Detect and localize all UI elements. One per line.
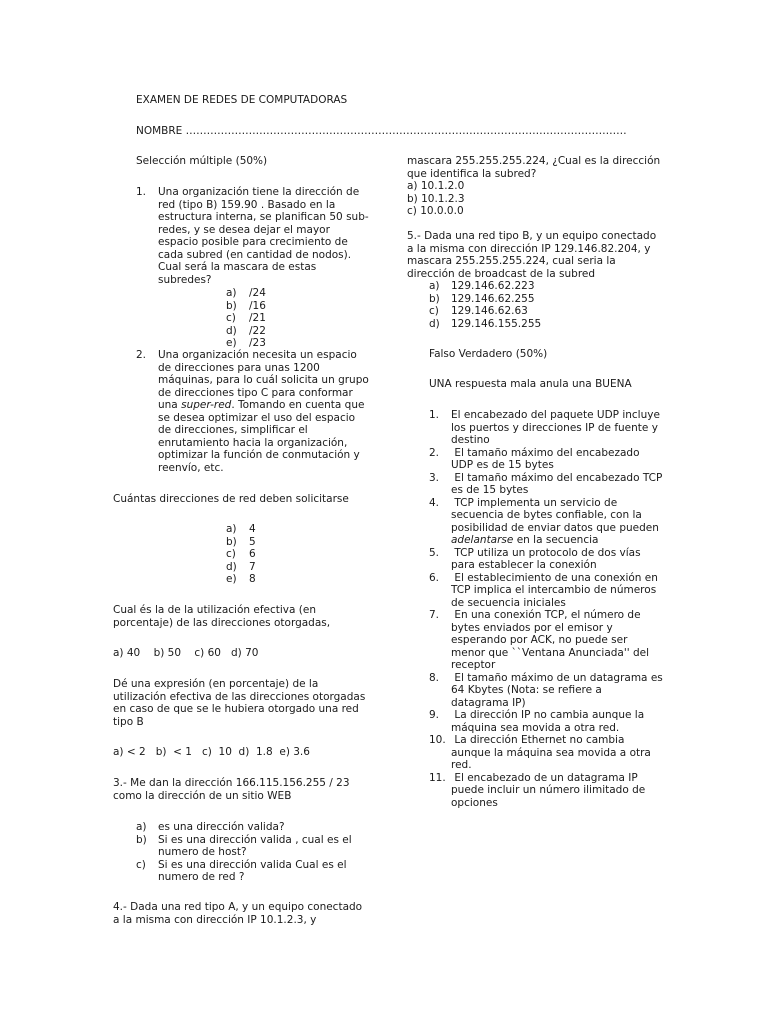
tf-line: puede incluir un número ilimitado de: [451, 784, 646, 796]
option-text: /23: [249, 337, 266, 349]
tf-line: menor que ``Ventana Anunciada'' del: [451, 646, 650, 659]
tf-number: 8.: [429, 671, 440, 684]
tf-item[interactable]: [429, 709, 669, 734]
q2-text: [158, 349, 369, 474]
option-text: 8: [249, 573, 256, 585]
option-letter: b): [226, 535, 237, 548]
option-text: /24: [249, 287, 266, 299]
q1-option[interactable]: [226, 325, 266, 338]
tf-line: En una conexión TCP, el número de: [451, 609, 641, 621]
tf-line: es de 15 bytes: [451, 484, 529, 496]
tf-line: El tamaño máximo del encabezado TCP: [451, 471, 663, 484]
q1-line: redes, y se desea dejar el mayor: [158, 223, 330, 236]
text-run: una: [158, 399, 182, 411]
tf-number: 1.: [429, 409, 440, 421]
q2c-line: tipo B: [113, 715, 144, 728]
tf-line: posibilidad de enviar datos que pueden: [451, 521, 659, 534]
q1-option[interactable]: [226, 312, 266, 325]
q3-option[interactable]: [136, 859, 352, 884]
option-letter: d): [226, 560, 237, 573]
q4-prompt-right: [407, 155, 660, 218]
tf-line: La dirección IP no cambia aunque la: [451, 709, 645, 721]
option-letter: a): [136, 821, 147, 833]
q2-number: 2.: [136, 349, 147, 361]
q1-option[interactable]: [226, 300, 266, 313]
q1-option[interactable]: [226, 287, 266, 300]
tf-line: los puertos y direcciones IP de fuente y: [451, 421, 658, 434]
tf-number: 2.: [429, 446, 440, 459]
q4-option[interactable]: b) 10.1.2.3: [407, 192, 465, 205]
tf-item[interactable]: [429, 609, 669, 672]
tf-line: de secuencia iniciales: [451, 596, 566, 609]
option-text: Si es una dirección valida , cual es el: [158, 833, 352, 846]
tf-line: datagrama IP): [451, 696, 526, 709]
option-text: 7: [249, 560, 256, 573]
q2-line: enrutamiento hacia la organización,: [158, 436, 348, 449]
q5-line: a la misma con dirección IP 129.146.82.204, y: [407, 242, 651, 255]
tf-line: TCP implica el intercambio de números: [451, 584, 657, 596]
exam-title: EXAMEN DE REDES DE COMPUTADORAS: [136, 94, 348, 106]
tf-item[interactable]: [429, 497, 669, 547]
q3-option[interactable]: [136, 821, 352, 834]
option-text: 129.146.62.223: [451, 280, 535, 292]
tf-number: 6.: [429, 571, 440, 584]
option-letter: d): [429, 317, 440, 330]
q2-line: máquinas, para lo cuál solicita un grupo: [158, 374, 369, 386]
q3-line: 3.- Me dan la dirección 166.115.156.255 / 23: [113, 777, 350, 789]
tf-line: secuencia de bytes confiable, con la: [451, 509, 642, 521]
option-letter: c): [429, 305, 439, 317]
option-letter: c): [136, 858, 146, 871]
q2c-line: en caso de que se le hubiera otorgado una red: [113, 703, 359, 715]
q4-prompt-left: [113, 901, 362, 926]
option-text: 129.146.155.255: [451, 317, 542, 330]
tf-line: para establecer la conexión: [451, 559, 597, 571]
tf-line: TCP implementa un servicio de: [451, 496, 618, 509]
q1-number: 1.: [136, 186, 147, 198]
option-letter: b): [429, 292, 440, 305]
emphasis-text: super-red: [181, 399, 232, 411]
tf-item[interactable]: [429, 772, 669, 810]
tf-line: El encabezado del paquete UDP incluye: [451, 409, 660, 421]
q2a-option[interactable]: [226, 536, 256, 549]
q1-line: estructura interna, se planifican 50 sub-: [158, 211, 369, 223]
q2a-option[interactable]: [226, 523, 256, 536]
q2c-prompt: [113, 678, 365, 728]
tf-item[interactable]: [429, 672, 669, 710]
option-letter: e): [226, 573, 237, 585]
q5-options: [429, 280, 541, 330]
q1-line: espacio posible para crecimiento de: [158, 236, 348, 248]
tf-line: receptor: [451, 659, 496, 671]
q2b-answers[interactable]: a) 40 b) 50 c) 60 d) 70: [113, 647, 259, 659]
option-letter: e): [226, 337, 237, 349]
q2-line: de direcciones, simplificar el: [158, 424, 308, 436]
tf-list: [429, 409, 669, 809]
q1-text: [158, 186, 369, 286]
q1-line: subredes?: [158, 273, 212, 286]
option-text: es una dirección valida?: [158, 821, 285, 833]
q2b-line: Cual és la de la utilización efectiva (en: [113, 604, 316, 616]
option-letter: a): [429, 280, 440, 292]
tf-item[interactable]: [429, 472, 669, 497]
option-letter: b): [136, 833, 147, 846]
q2a-option[interactable]: [226, 573, 256, 586]
tf-line: aunque la máquina sea movida a otra: [451, 746, 651, 759]
q4-option[interactable]: a) 10.1.2.0: [407, 180, 465, 192]
q5-option[interactable]: [429, 293, 541, 306]
q2a-prompt: Cuántas direcciones de red deben solicitarse: [113, 493, 349, 505]
option-text: numero de red ?: [158, 871, 245, 883]
section-true-false: Falso Verdadero (50%): [429, 348, 548, 360]
q2c-line: Dé una expresión (en porcentaje) de la: [113, 678, 319, 690]
tf-line: esperando por ACK, no puede ser: [451, 634, 628, 646]
option-letter: c): [226, 312, 236, 324]
option-letter: d): [226, 324, 237, 337]
option-text: 129.146.62.255: [451, 292, 535, 305]
tf-item[interactable]: [429, 734, 669, 772]
tf-item[interactable]: [429, 409, 669, 447]
option-text: Si es una dirección valida Cual es el: [158, 858, 347, 871]
q4-option[interactable]: c) 10.0.0.0: [407, 205, 464, 217]
q1-line: cada subred (en cantidad de nodos).: [158, 248, 352, 261]
option-text: 5: [249, 535, 256, 548]
q5-line: dirección de broadcast de la subred: [407, 267, 596, 280]
q5-line: 5.- Dada una red tipo B, y un equipo conectado: [407, 230, 657, 242]
q3-line: como la dirección de un sitio WEB: [113, 789, 292, 802]
tf-line: El encabezado de un datagrama IP: [451, 771, 638, 784]
q1-options: [226, 287, 266, 350]
tf-line: El establecimiento de una conexión en: [451, 571, 658, 584]
emphasis-text: adelantarse: [451, 534, 514, 546]
tf-line: El tamaño máximo del encabezado: [451, 446, 640, 459]
tf-line: máquina sea movida a otra red.: [451, 721, 620, 734]
q5-option[interactable]: [429, 280, 541, 293]
tf-number: 7.: [429, 609, 440, 621]
q5-prompt: [407, 230, 656, 280]
q5-line: mascara 255.255.255.224, cual seria la: [407, 255, 616, 267]
q2-line: se desea optimizar el uso del espacio: [158, 411, 356, 424]
text-run: en la secuencia: [513, 534, 599, 546]
q2-line: reenvío, etc.: [158, 461, 224, 474]
q2a-options: [226, 523, 256, 586]
q1-option[interactable]: [226, 337, 266, 350]
tf-number: 10.: [429, 734, 446, 746]
option-letter: a): [226, 287, 237, 299]
q1-line: Cual será la mascara de estas: [158, 261, 317, 273]
option-text: numero de host?: [158, 846, 247, 858]
tf-line: red.: [451, 759, 472, 771]
q5-option[interactable]: [429, 318, 541, 331]
q3-prompt: [113, 777, 350, 802]
q2-line: de direcciones tipo C para conformar: [158, 386, 353, 399]
tf-item[interactable]: [429, 572, 669, 610]
option-letter: c): [226, 548, 236, 560]
tf-line: destino: [451, 434, 490, 446]
q4-line: que identifica la subred?: [407, 167, 537, 180]
tf-item[interactable]: [429, 547, 669, 572]
tf-item[interactable]: [429, 447, 669, 472]
tf-number: 9.: [429, 709, 440, 721]
q1-line: Una organización tiene la dirección de: [158, 186, 360, 198]
q4-line: a la misma con dirección IP 10.1.2.3, y: [113, 913, 317, 926]
option-text: /16: [249, 299, 266, 312]
name-field[interactable]: NOMBRE ………………………………………………………………………………………………………………: [136, 125, 627, 137]
tf-line: TCP utiliza un protocolo de dos vías: [451, 546, 641, 559]
option-letter: b): [226, 299, 237, 312]
tf-number: 5.: [429, 546, 440, 559]
q4-line: mascara 255.255.255.224, ¿Cual es la dirección: [407, 155, 661, 167]
tf-line: [451, 534, 669, 547]
tf-line: opciones: [451, 796, 498, 809]
option-text: 4: [249, 523, 256, 535]
q2a-option[interactable]: [226, 548, 256, 561]
option-text: 129.146.62.63: [451, 305, 528, 317]
q1-line: red (tipo B) 159.90 . Basado en la: [158, 198, 336, 211]
option-text: /22: [249, 324, 266, 337]
tf-number: 3.: [429, 471, 440, 484]
option-text: 6: [249, 548, 256, 560]
section-multiple-choice: Selección múltiple (50%): [136, 155, 268, 167]
q2b-line: porcentaje) de las direcciones otorgadas,: [113, 616, 331, 629]
tf-line: 64 Kbytes (Nota: se refiere a: [451, 684, 602, 696]
option-letter: a): [226, 523, 237, 535]
tf-line: UDP es de 15 bytes: [451, 459, 554, 471]
q2b-prompt: [113, 604, 330, 629]
q2c-line: utilización efectiva de las direcciones otorgadas: [113, 690, 366, 703]
q2-line: de direcciones para unas 1200: [158, 361, 320, 374]
text-run: . Tomando en cuenta que: [231, 399, 365, 411]
q2-line: Una organización necesita un espacio: [158, 349, 357, 361]
tf-line: bytes enviados por el emisor y: [451, 621, 613, 634]
q2-line: optimizar la función de conmutación y: [158, 449, 360, 461]
q5-option[interactable]: [429, 305, 541, 318]
tf-line: El tamaño máximo de un datagrama es: [451, 671, 663, 684]
tf-line: La dirección Ethernet no cambia: [451, 734, 625, 746]
q2a-option[interactable]: [226, 561, 256, 574]
section-note: UNA respuesta mala anula una BUENA: [429, 378, 632, 390]
q2-line: [158, 399, 369, 412]
q3-options: [136, 821, 352, 884]
tf-number: 4.: [429, 496, 440, 509]
q3-option[interactable]: [136, 834, 352, 859]
option-text: /21: [249, 312, 266, 324]
q2c-answers[interactable]: a) < 2 b) < 1 c) 10 d) 1.8 e) 3.6: [113, 746, 310, 758]
tf-number: 11.: [429, 771, 446, 784]
q4-line: 4.- Dada una red tipo A, y un equipo conectado: [113, 901, 363, 913]
